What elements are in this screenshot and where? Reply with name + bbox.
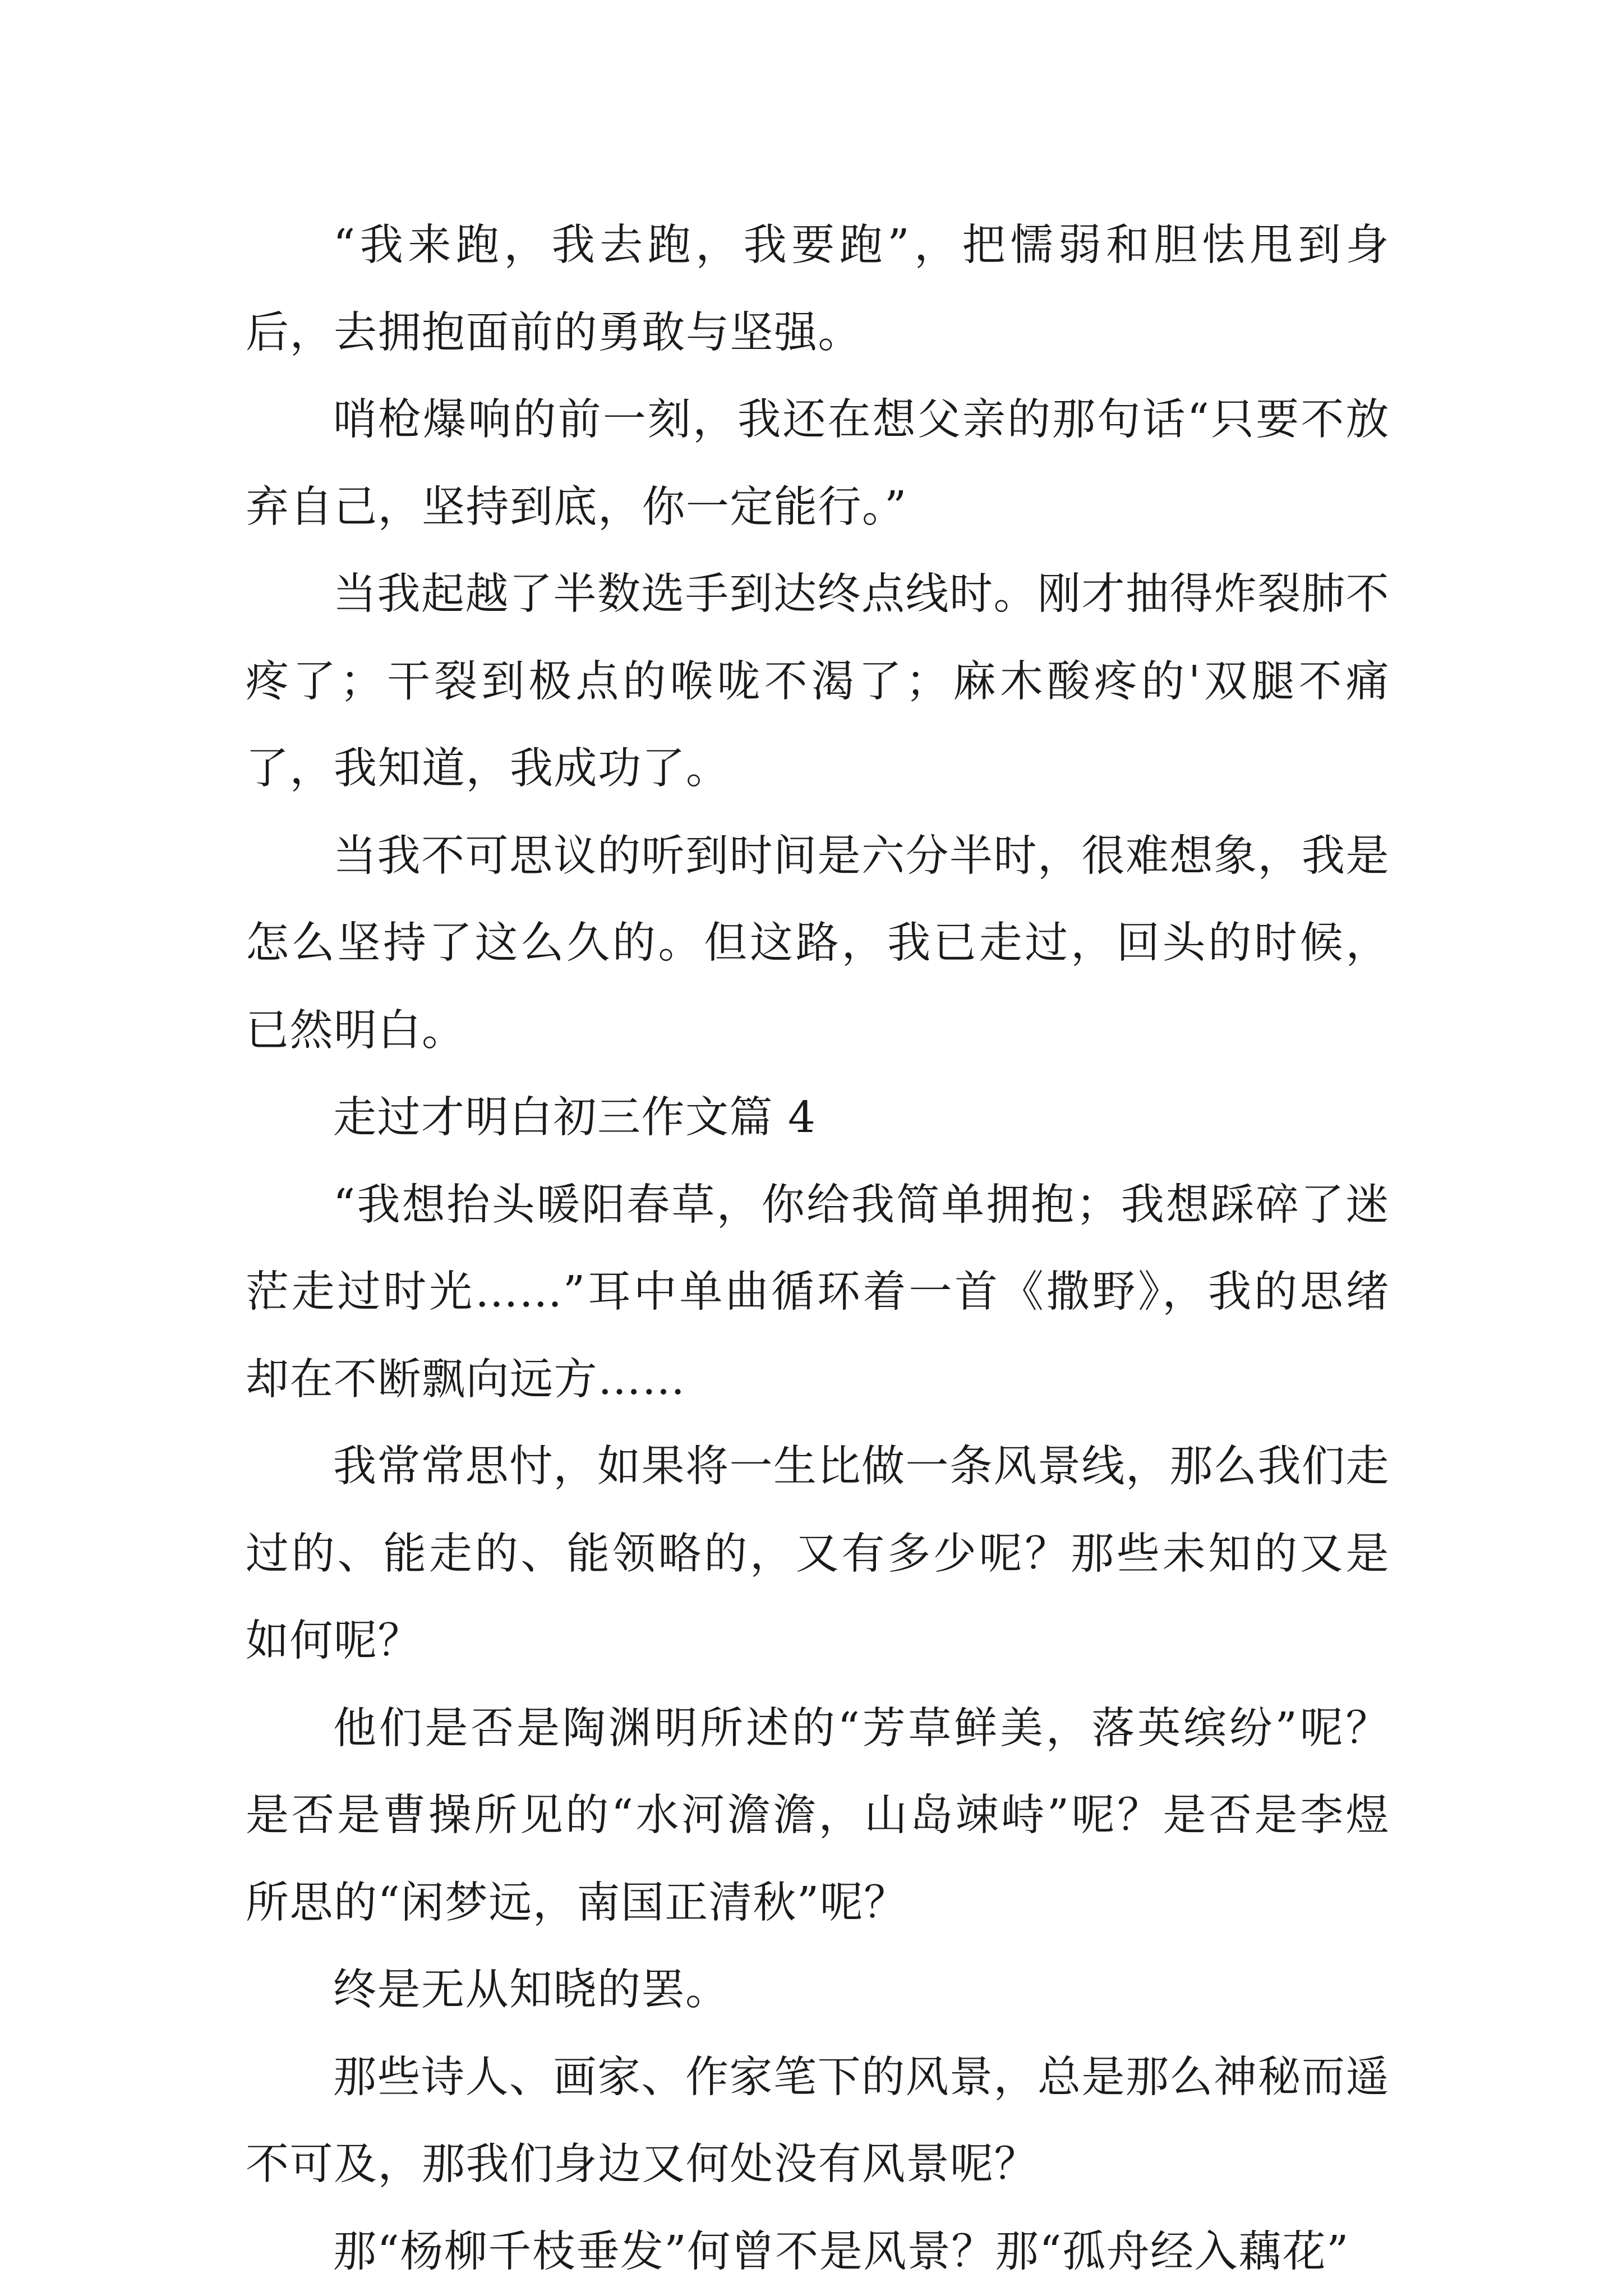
paragraph: 当我不可思议的听到时间是六分半时，很难想象，我是怎么坚持了这么久的。但这路，我已走过，回头的时候，已然明白。 [246, 831, 1390, 1056]
body-text [246, 202, 1390, 2295]
section-heading: 走过才明白初三作文篇 4 [333, 1093, 817, 1143]
paragraph: 哨枪爆响的前一刻，我还在想父亲的那句话“只要不放弃自己，坚持到底，你一定能行。” [246, 395, 1390, 532]
paragraph: 终是无从知晓的罢。 [333, 1965, 730, 2015]
paragraph: 他们是否是陶渊明所述的“芳草鲜美，落英缤纷”呢？是否是曹操所见的“水河澹澹，山岛竦峙”呢？是否是李煜所思的“闲梦远，南国正清秋”呢？ [246, 1703, 1390, 1928]
paragraph: 我常常思忖，如果将一生比做一条风景线，那么我们走过的、能走的、能领略的，又有多少呢？那些未知的又是如何呢？ [246, 1442, 1390, 1666]
paragraph: 当我起越了半数选手到达终点线时。刚才抽得炸裂肺不疼了；干裂到极点的喉咙不渴了；麻木酸疼的'双腿不痛了，我知道，我成功了。 [246, 569, 1390, 794]
paragraph: 那“杨柳千枝垂发”何曾不是风景？那“孤舟经入藕花” [333, 2226, 1349, 2277]
paragraph: “我想抬头暖阳春草，你给我简单拥抱；我想踩碎了迷茫走过时光……”耳中单曲循环着一首《撒野》，我的思绪却在不断飘向远方…… [246, 1180, 1390, 1405]
paragraph: “我来跑，我去跑，我要跑”，把懦弱和胆怯甩到身后，去拥抱面前的勇敢与坚强。 [246, 220, 1390, 358]
paragraph: 那些诗人、画家、作家笔下的风景，总是那么神秘而遥不可及，那我们身边又何处没有风景呢？ [246, 2052, 1390, 2189]
